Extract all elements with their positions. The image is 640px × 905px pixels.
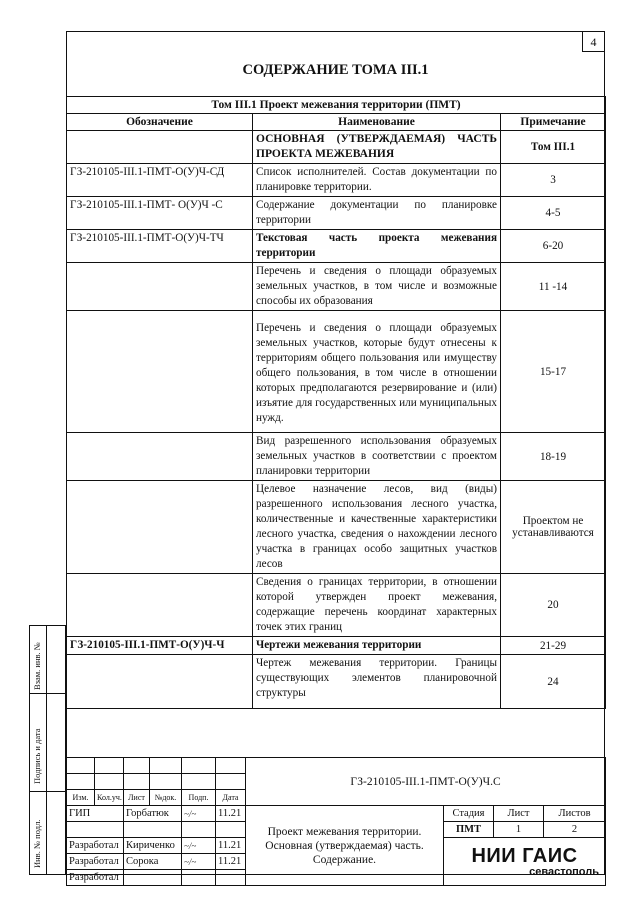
row-designation — [67, 655, 253, 709]
column-header-name: Наименование — [253, 114, 501, 131]
row-note: Том III.1 — [501, 131, 606, 164]
row-designation — [67, 481, 253, 574]
role-3: Разработал — [67, 870, 124, 886]
sheets-label: Листов — [544, 806, 606, 822]
row-designation — [67, 433, 253, 481]
stamp-head-ndok: №док. — [150, 790, 182, 806]
side-approval-strip — [29, 625, 66, 875]
stage-label: Стадия — [444, 806, 494, 822]
row-note: 11 -14 — [501, 263, 606, 311]
document-code: ГЗ-210105-III.1-ПМТ-О(У)Ч.С — [246, 758, 606, 806]
row-note: 4-5 — [501, 197, 606, 230]
row-note: 21-29 — [501, 637, 606, 655]
signature-mark: ~/~ — [182, 854, 216, 870]
row-name: Перечень и сведения о площади образуемых земельных участков, которые будут отнесены к территориям общего пользования или имуществу общего пользования, в том числе в отношении которых предполагаются резервирование и (или) изъятие для государственных или муниципальных нужд. — [253, 311, 501, 433]
table-row — [67, 131, 606, 164]
role-0: ГИП — [67, 806, 124, 822]
row-name: Чертежи межевания территории — [253, 637, 501, 655]
table-row — [67, 655, 606, 709]
stamp-head-koluch: Кол.уч. — [95, 790, 124, 806]
signature-date-label: Подпись и дата — [32, 728, 42, 784]
role-2: Разработал — [67, 854, 124, 870]
row-designation: ГЗ-210105-III.1-ПМТ-О(У)Ч-Ч — [67, 637, 253, 655]
stamp-head-izm: Изм. — [67, 790, 95, 806]
row-name: ОСНОВНАЯ (УТВЕРЖДАЕМАЯ) ЧАСТЬ ПРОЕКТА МЕЖЕВАНИЯ — [253, 131, 501, 164]
row-note: 15-17 — [501, 311, 606, 433]
row-note: 20 — [501, 574, 606, 637]
page-title: СОДЕРЖАНИЕ ТОМА III.1 — [242, 62, 429, 78]
table-row — [67, 230, 606, 263]
table-row — [67, 433, 606, 481]
document-description: Проект межевания территории. Основная (утверждаемая) часть. Содержание. — [246, 806, 444, 886]
row-name: Сведения о границах территории, в отношении которой утвержден проект межевания, содержащие перечень координат характерных точек этих границ — [253, 574, 501, 637]
sheets-value: 2 — [544, 822, 606, 838]
sheet-value: 1 — [494, 822, 544, 838]
page-number: 4 — [582, 32, 604, 52]
row-note: Проектом не устанавливаются — [501, 481, 606, 574]
row-note: 24 — [501, 655, 606, 709]
original-inventory-label: Инв. № подл. — [32, 819, 42, 868]
stage-value: ПМТ — [444, 822, 494, 838]
stamp-head-data: Дата — [216, 790, 246, 806]
contents-table — [66, 96, 606, 709]
row-name: Чертеж межевания территории. Границы существующих элементов планировочной структуры — [253, 655, 501, 709]
replacement-inventory-label: Взам. инв. № — [32, 642, 42, 690]
row-name: Содержание документации по планировке территории — [253, 197, 501, 230]
row-designation — [67, 131, 253, 164]
title-block — [66, 757, 606, 886]
date-0: 11.21 — [216, 806, 246, 822]
row-note: 3 — [501, 164, 606, 197]
column-header-note: Примечание — [501, 114, 606, 131]
org-city: севастополь — [529, 865, 599, 878]
row-designation: ГЗ-210105-III.1-ПМТ- О(У)Ч -С — [67, 197, 253, 230]
sheet-label: Лист — [494, 806, 544, 822]
row-designation: ГЗ-210105-III.1-ПМТ-О(У)Ч-СД — [67, 164, 253, 197]
row-designation: ГЗ-210105-III.1-ПМТ-О(У)Ч-ТЧ — [67, 230, 253, 263]
person-0: Горбатюк — [124, 806, 182, 822]
row-note: 6-20 — [501, 230, 606, 263]
role-1: Разработал — [67, 838, 124, 854]
row-name: Вид разрешенного использования образуемых земельных участков в соответствии с проектом планировки территории — [253, 433, 501, 481]
row-name: Текстовая часть проекта межевания территории — [253, 230, 501, 263]
date-1: 11.21 — [216, 838, 246, 854]
date-2: 11.21 — [216, 854, 246, 870]
person-1: Кириченко — [124, 838, 182, 854]
signature-mark: ~/~ — [182, 806, 216, 822]
table-row — [67, 164, 606, 197]
table-row — [67, 263, 606, 311]
stamp-head-list: Лист — [124, 790, 150, 806]
organization-logo — [444, 838, 606, 886]
table-row — [67, 481, 606, 574]
table-row — [67, 574, 606, 637]
stamp-head-podp: Подп. — [182, 790, 216, 806]
row-note: 18-19 — [501, 433, 606, 481]
row-designation — [67, 263, 253, 311]
column-header-designation: Обозначение — [67, 114, 253, 131]
row-name: Целевое назначение лесов, вид (виды) разрешенного использования лесного участка, количественные и качественные характеристики лесного участка, сведения о нахождении лесного участка в границах особо защитных участков лесов — [253, 481, 501, 574]
org-name: НИИ ГАИС — [471, 844, 578, 867]
person-2: Сорока — [124, 854, 182, 870]
row-name: Перечень и сведения о площади образуемых земельных участков, в том числе и возможные способы их образования — [253, 263, 501, 311]
table-row — [67, 311, 606, 433]
table-row — [67, 197, 606, 230]
volume-heading: Том III.1 Проект межевания территории (ПМТ) — [67, 97, 606, 114]
row-designation — [67, 311, 253, 433]
row-name: Список исполнителей. Состав документации по планировке территории. — [253, 164, 501, 197]
row-designation — [67, 574, 253, 637]
table-row — [67, 637, 606, 655]
signature-mark: ~/~ — [182, 838, 216, 854]
